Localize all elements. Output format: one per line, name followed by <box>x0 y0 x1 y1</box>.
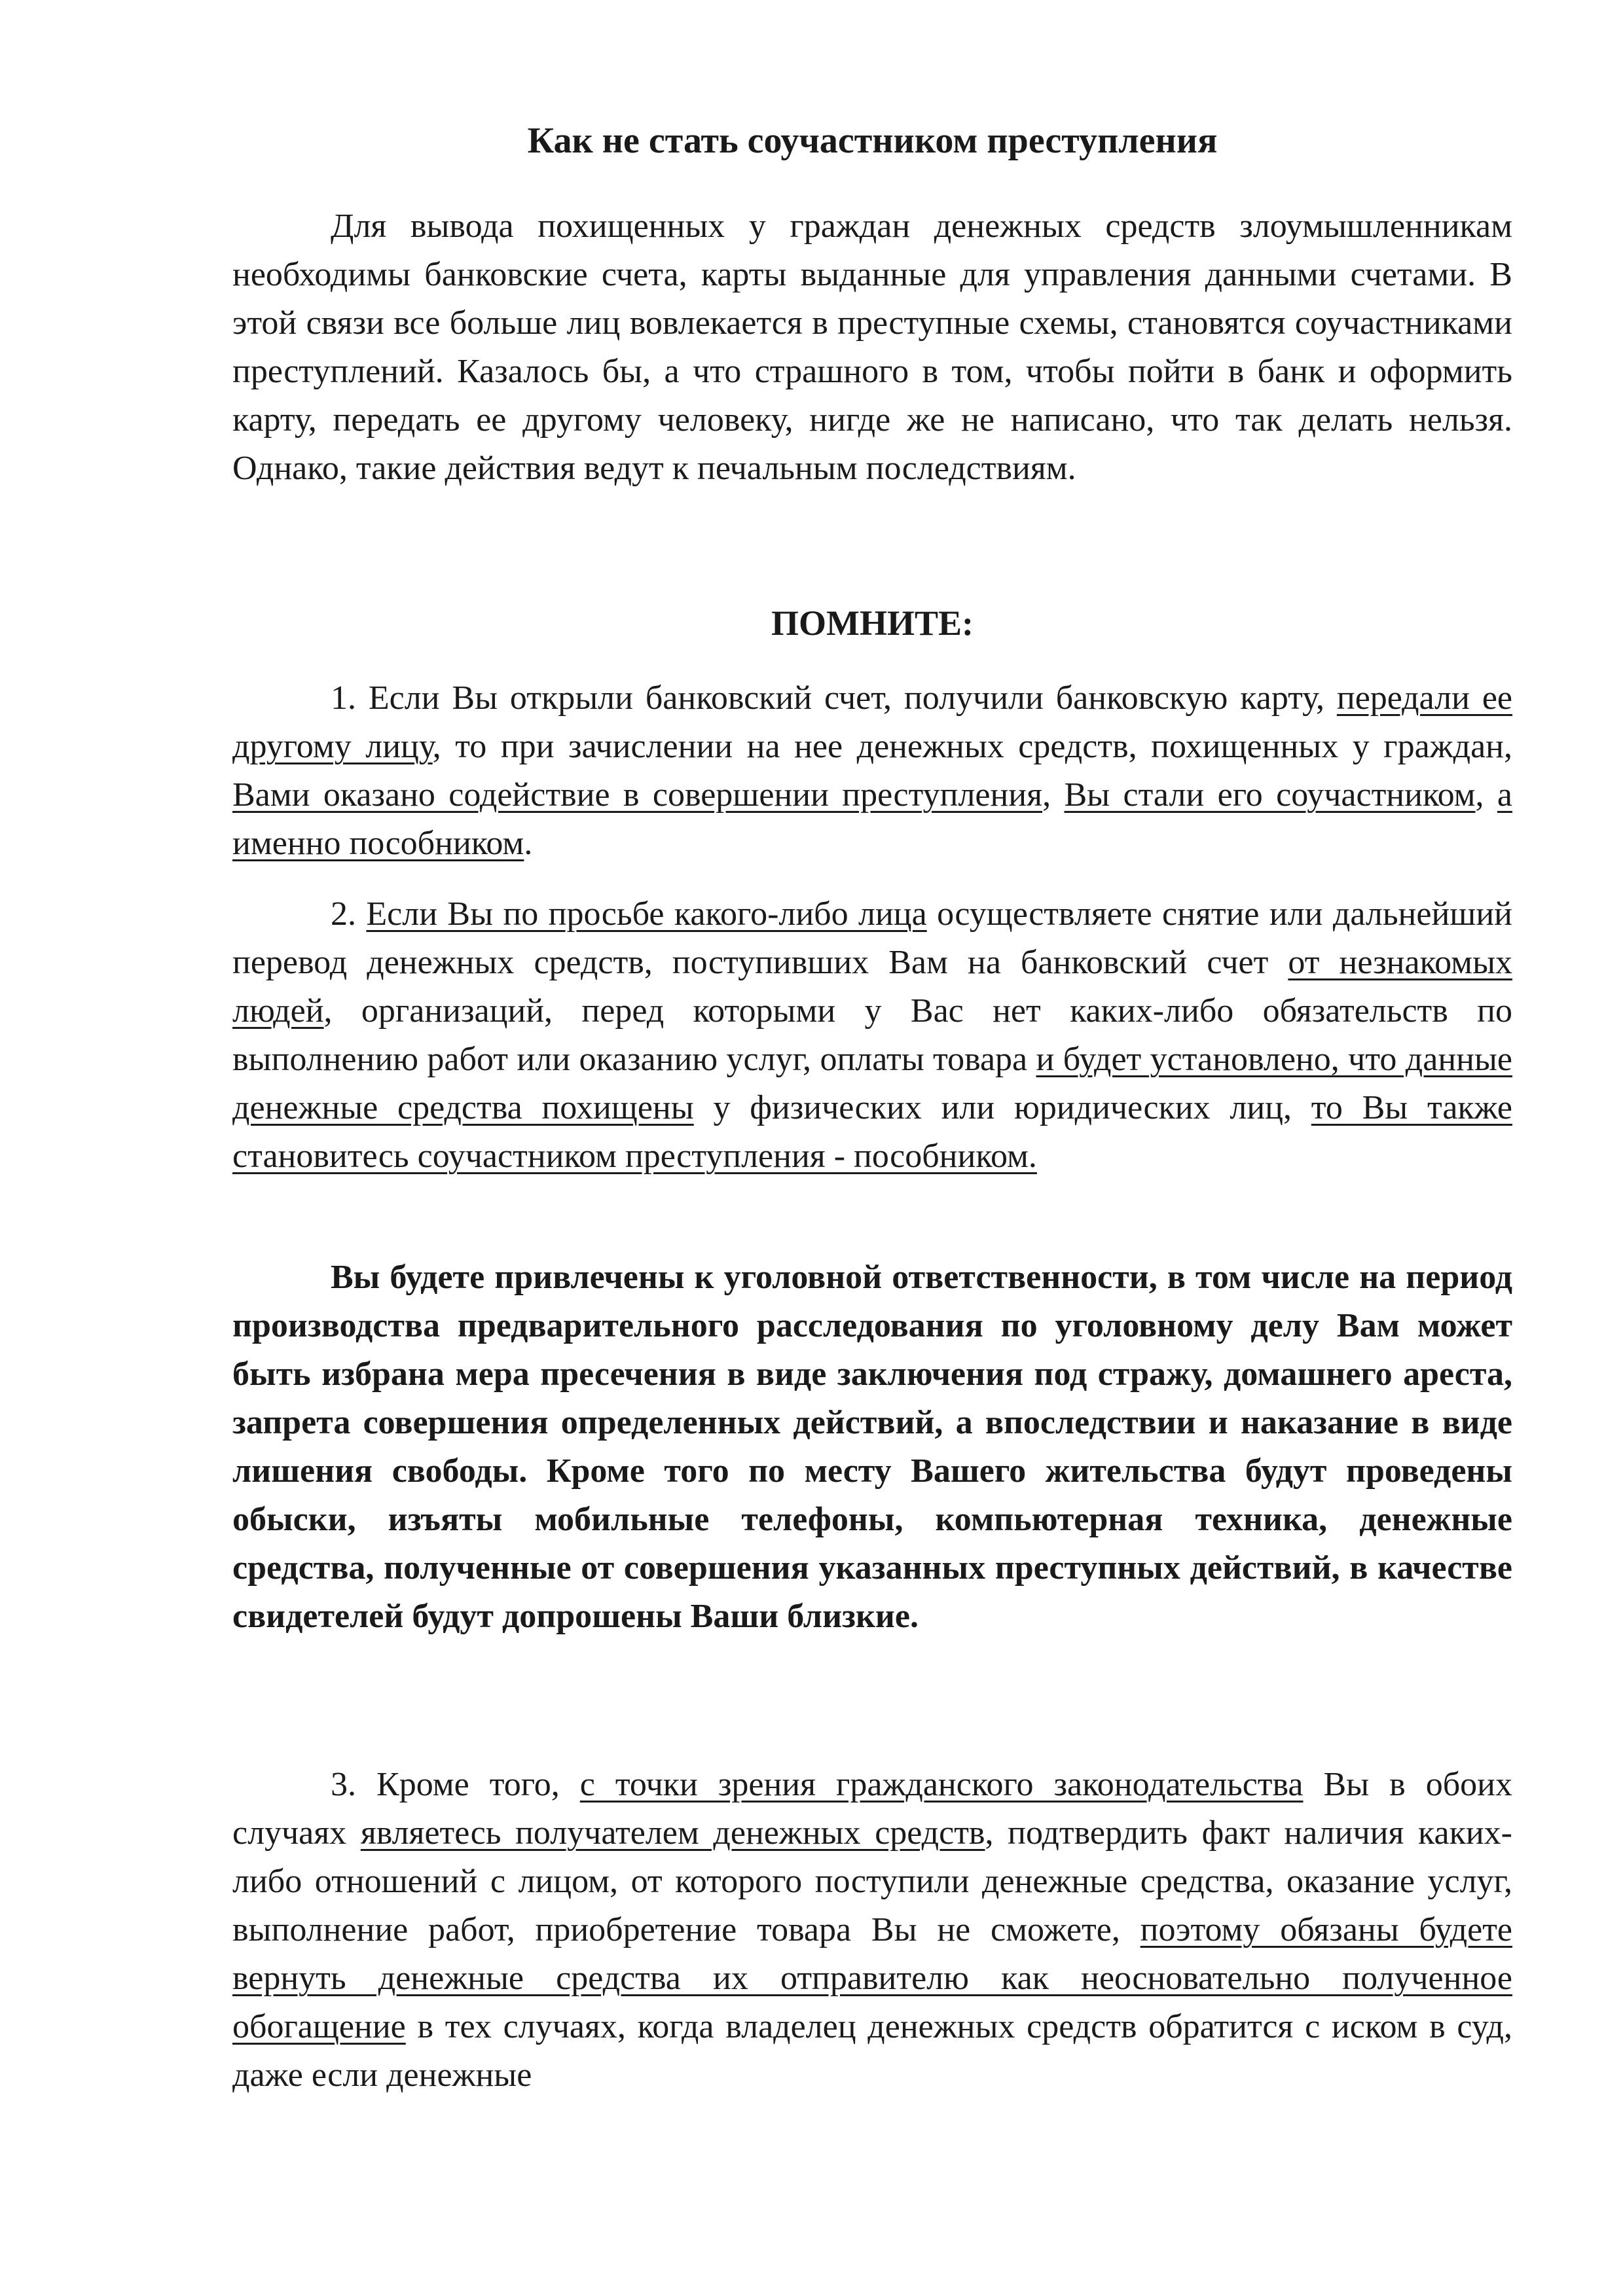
point-1-text: . <box>524 825 533 862</box>
point-3-paragraph <box>232 1761 1512 2100</box>
point-2-underline: то Вы также становитесь соучастником преступления - пособником. <box>232 1089 1513 1175</box>
point-1-paragraph <box>232 674 1512 868</box>
point-2-underline: Если Вы по просьбе какого-либо лица <box>366 895 927 933</box>
point-3-text: Вы в обоих случаях <box>232 1766 1512 1852</box>
liability-warning-paragraph: Вы будете привлечены к уголовной ответственности, в том числе на период производства предварительного расследования по уголовному делу Вам может быть избрана мера пресечения в виде заключения под стражу, домашнего ареста, запрета совершения определенных действий, а впоследствии и наказание в виде лишения свободы. Кроме того по месту Вашего жительства будут проведены обыски, изъяты мобильные телефоны, компьютерная техника, денежные средства, полученные от совершения указанных преступных действий, в качестве свидетелей будут допрошены Ваши близкие. <box>232 1259 1512 1635</box>
point-1-underline: а именно пособником <box>232 776 1512 862</box>
point-1-text: , <box>1042 776 1065 814</box>
point-3-underline: поэтому обязаны будете вернуть денежные средства их отправителю как неосновательно полученное обогащение <box>232 1911 1513 2045</box>
point-2-text: , организаций, перед которыми у Вас нет каких-либо обязательств по выполнению работ или оказанию услуг, оплаты товара <box>232 992 1512 1078</box>
point-1-underline: Вами оказано содействие в совершении преступления <box>232 776 1043 814</box>
point-1-underline: передали ее другому лицу <box>232 679 1513 765</box>
point-2-text: у физических или юридических лиц, <box>693 1089 1311 1126</box>
point-3-underline: являетесь получателем денежных средств <box>360 1814 985 1852</box>
remember-heading: ПОМНИТЕ: <box>771 603 974 643</box>
point-1-underline: Вы стали его соучастником <box>1064 776 1476 814</box>
point-1-text: 1. Если Вы открыли банковский счет, получили банковскую карту, <box>331 679 1337 717</box>
point-2-paragraph <box>232 890 1512 1181</box>
point-3-underline: с точки зрения гражданского законодательства <box>579 1766 1304 1803</box>
point-2-underline: от незнакомых людей <box>232 944 1513 1030</box>
point-1-text: , то при зачислении на нее денежных средств, похищенных у граждан, <box>432 728 1512 765</box>
point-1-text: , <box>1475 776 1497 814</box>
document-title: Как не стать соучастником преступления <box>527 120 1218 161</box>
point-3-text: 3. Кроме того, <box>331 1766 580 1803</box>
point-2-text: 2. <box>331 895 367 933</box>
point-2-text: осуществляете снятие или дальнейший перевод денежных средств, поступивших Вам на банковский счет <box>232 895 1512 981</box>
intro-paragraph: Для вывода похищенных у граждан денежных средств злоумышленникам необходимы банковские счета, карты выданные для управления данными счетами. В этой связи все больше лиц вовлекается в преступные схемы, становятся соучастниками преступлений. Казалось бы, а что страшного в том, чтобы пойти в банк и оформить карту, передать ее другому человеку, нигде же не написано, что так делать нельзя. Однако, такие действия ведут к печальным последствиям. <box>232 207 1512 487</box>
point-3-text: , подтвердить факт наличия каких-либо отношений с лицом, от которого поступили денежные средства, оказание услуг, выполнение работ, приобретение товара Вы не сможете, <box>232 1814 1512 1948</box>
point-3-text: в тех случаях, когда владелец денежных средств обратится с иском в суд, даже если денежные <box>232 2008 1512 2094</box>
point-2-underline: и будет установлено, что данные денежные средства похищены <box>232 1041 1512 1126</box>
